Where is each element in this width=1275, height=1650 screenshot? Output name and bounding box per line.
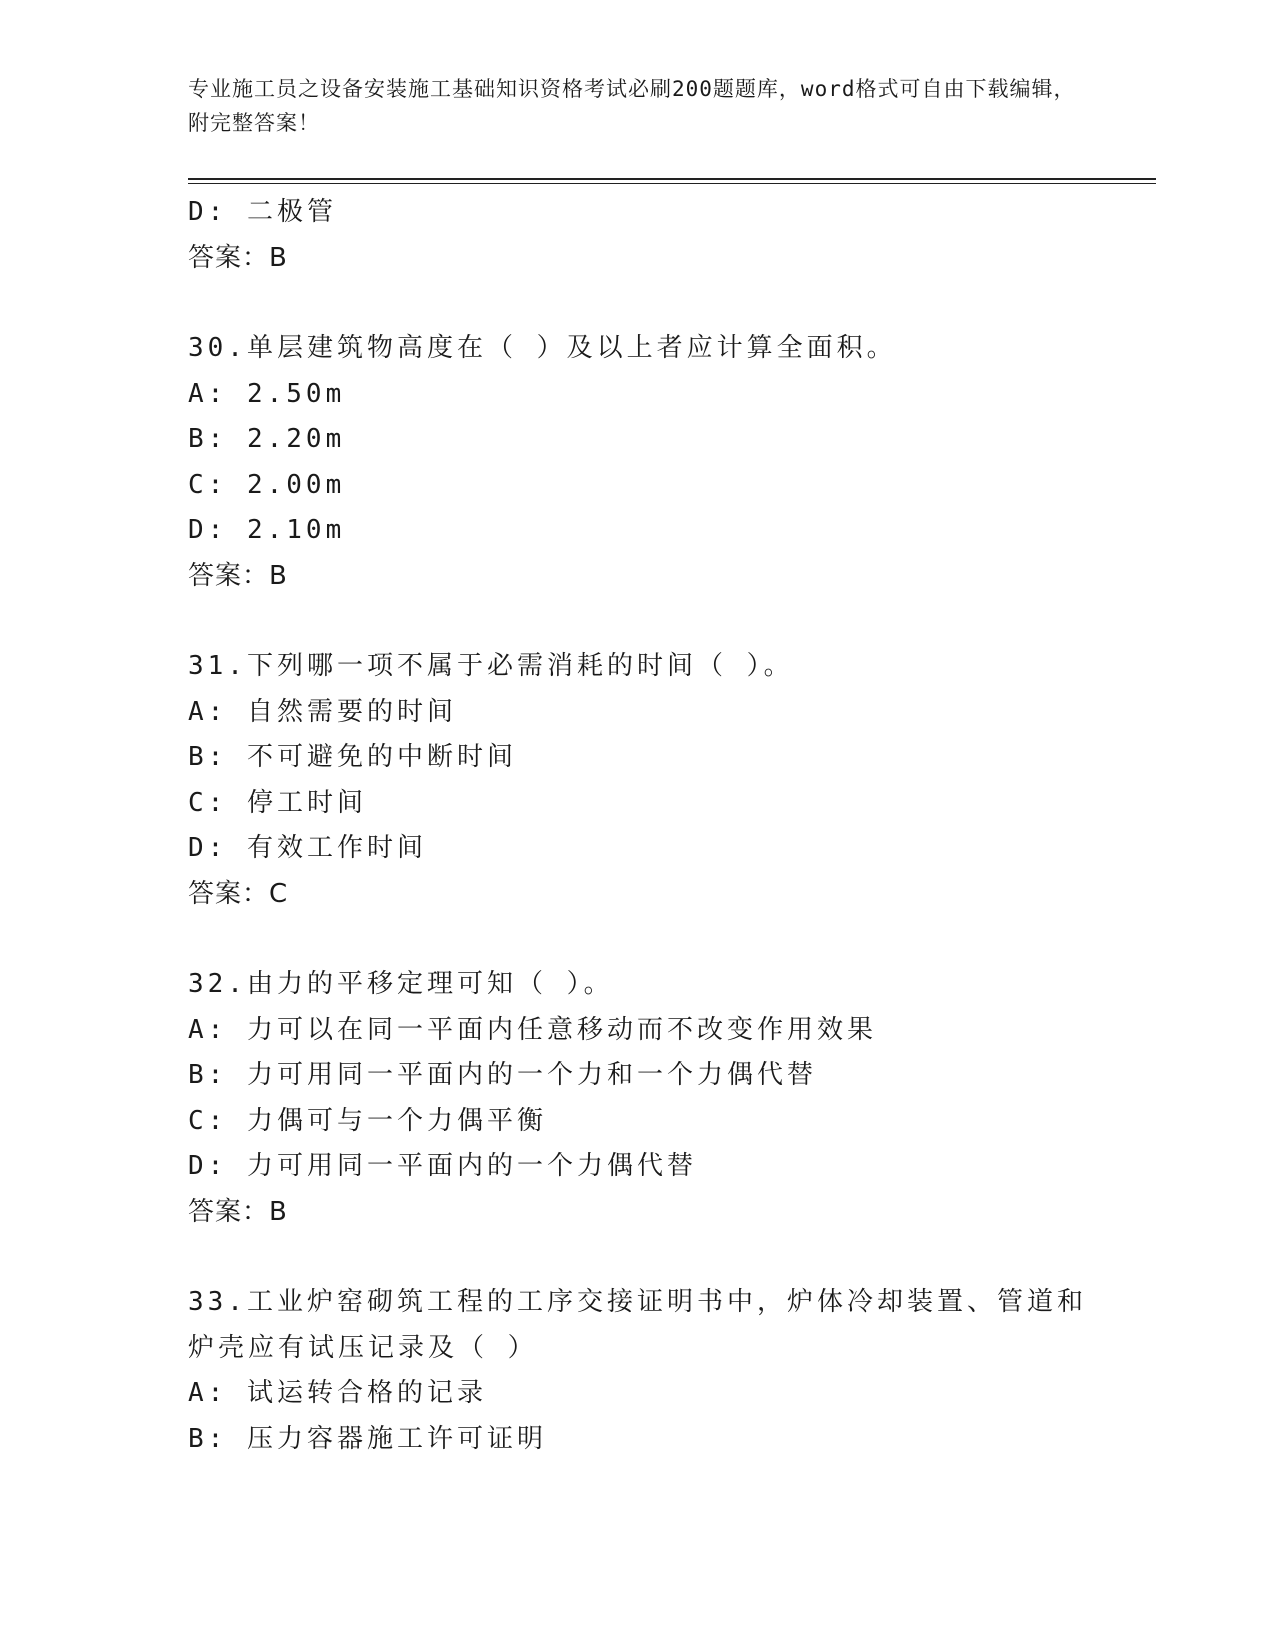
answer: 答案：B [188, 560, 288, 591]
option-a: A: 2.50m [188, 378, 346, 409]
question-text: 32.由力的平移定理可知（ ）。 [188, 969, 614, 999]
option-d: D: 力可用同一平面内的一个力偶代替 [188, 1151, 697, 1181]
answer: 答案：B [188, 1196, 288, 1227]
option-b: B: 不可避免的中断时间 [188, 742, 517, 772]
answer: 答案：B [188, 242, 288, 273]
question-block-33 [188, 1280, 1156, 1462]
option-b: B: 力可用同一平面内的一个力和一个力偶代替 [188, 1060, 817, 1090]
document-header: 专业施工员之设备安装施工基础知识资格考试必刷200题题库，word格式可自由下载编辑，附完整答案！ [188, 77, 1076, 135]
option-c: C: 力偶可与一个力偶平衡 [188, 1105, 547, 1136]
option-d: D: 有效工作时间 [188, 833, 427, 863]
option-d: D: 2.10m [188, 515, 346, 545]
option-a: A: 力可以在同一平面内任意移动而不改变作用效果 [188, 1014, 877, 1045]
question-text: 30.单层建筑物高度在（ ）及以上者应计算全面积。 [188, 333, 897, 363]
option-a: A: 试运转合格的记录 [188, 1378, 487, 1408]
question-text: 33.工业炉窑砌筑工程的工序交接证明书中，炉体冷却装置、管道和炉壳应有试压记录及（ ） [188, 1287, 1087, 1363]
question-block-30 [188, 326, 1156, 599]
option-d: D: 二极管 [188, 197, 337, 227]
header-divider [188, 178, 1156, 184]
question-block-31 [188, 644, 1156, 917]
question-text: 31.下列哪一项不属于必需消耗的时间（ ）。 [188, 651, 794, 681]
option-b: B: 2.20m [188, 424, 346, 454]
option-a: A: 自然需要的时间 [188, 696, 457, 727]
question-block-32 [188, 962, 1156, 1235]
option-c: C: 2.00m [188, 469, 346, 500]
answer: 答案：C [188, 878, 289, 909]
option-b: B: 压力容器施工许可证明 [188, 1423, 547, 1454]
question-list [188, 190, 1156, 1462]
option-c: C: 停工时间 [188, 787, 367, 818]
